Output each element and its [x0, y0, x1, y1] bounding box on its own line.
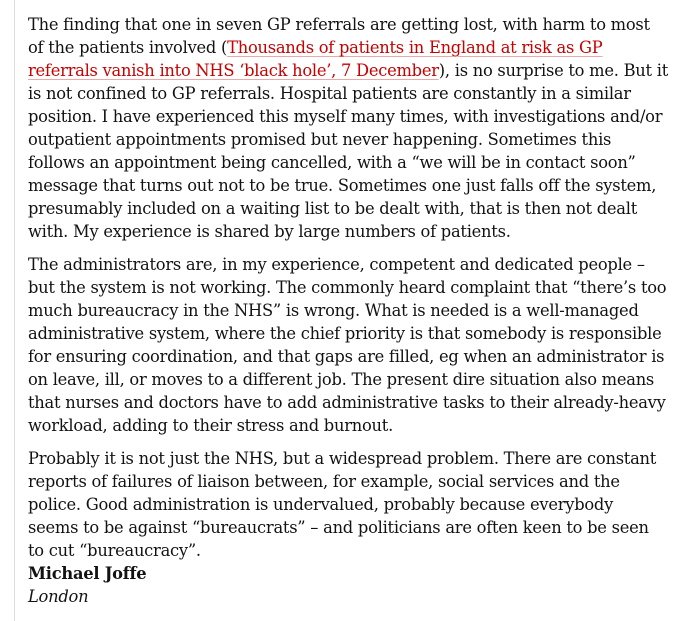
- paragraph-1-intro: The finding that one in seven GP referrals are getting lost, with harm to most of the patients involved (: [28, 15, 650, 57]
- letter-body: [28, 13, 668, 608]
- left-margin-rule: [14, 0, 15, 621]
- paragraph-3: Probably it is not just the NHS, but a widespread problem. There are constant reports of failures of liaison between, for example, social services and the police. Good administration is undervalued, probably because everybody seems to be against “bureaucrats” – and politicians are often keen to be seen to cut “bureaucracy”.: [28, 449, 657, 560]
- signature-location: London: [28, 587, 89, 606]
- paragraph-1-rest: ), is no surprise to me. But it is not confined to GP referrals. Hospital patients are constantly in a similar position. I have experienced this myself many times, with investigations and/or outpatient appointments promised but never happening. Sometimes this follows an appointment being cancelled, with a “we will be in contact soon” message that turns out not to be true. Sometimes one just falls off the system, presumably included on a waiting list to be dealt with, that is then not dealt with. My experience is shared by large numbers of patients.: [28, 61, 668, 241]
- paragraph-2: The administrators are, in my experience, competent and dedicated people – but the system is not working. The commonly heard complaint that “there’s too much bureaucracy in the NHS” is wrong. What is needed is a well-managed administrative system, where the chief priority is that somebody is responsible for ensuring coordination, and that gaps are filled, eg when an administrator is on leave, ill, or moves to a different job. The present dire situation also means that nurses and doctors have to add administrative tasks to their already-heavy workload, adding to their stress and burnout.: [28, 255, 667, 435]
- signature-name: Michael Joffe: [28, 564, 147, 583]
- paragraph-1: [28, 13, 668, 243]
- article-link[interactable]: Thousands of patients in England at risk as GP referrals vanish into NHS ‘black hole’, 7 December: [28, 38, 603, 80]
